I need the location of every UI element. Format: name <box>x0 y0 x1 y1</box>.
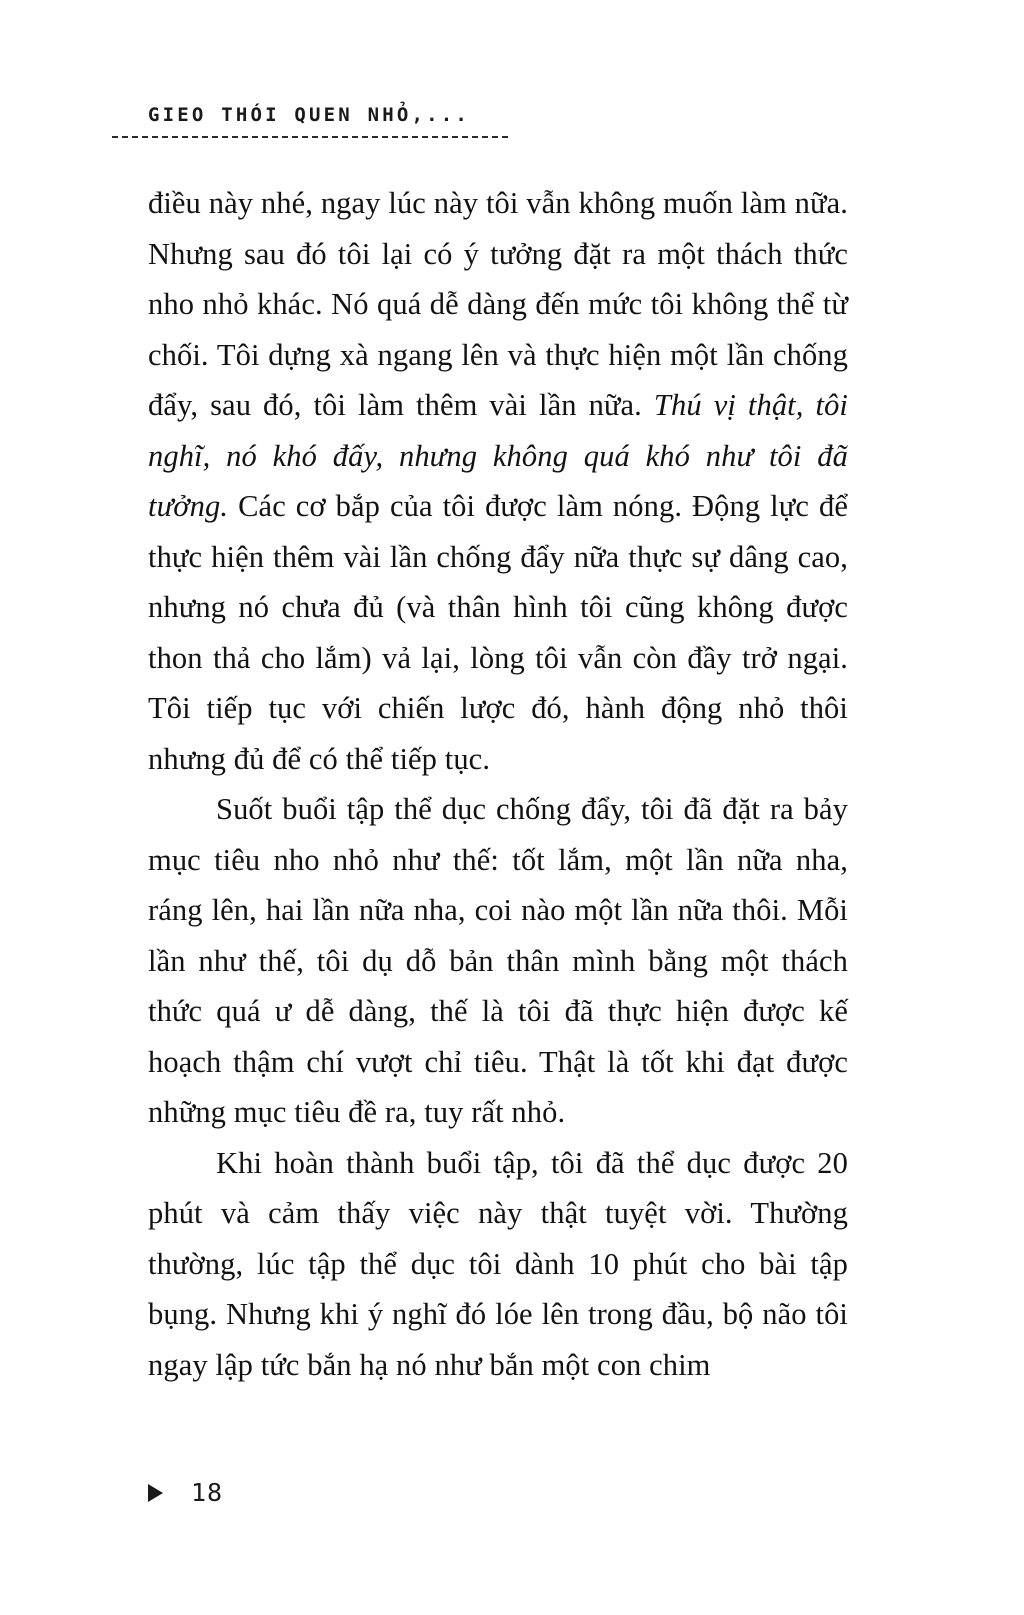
page-footer <box>148 1478 223 1507</box>
header-divider <box>112 136 508 138</box>
paragraph-1-italic: Thú vị thật, tôi nghĩ, nó khó đấy, nhưng không quá khó như tôi đã tưởng. <box>148 388 848 523</box>
paragraph-1 <box>148 178 848 784</box>
paragraph-3: Khi hoàn thành buổi tập, tôi đã thể dục được 20 phút và cảm thấy việc này thật tuyệt vời. Thường thường, lúc tập thể dục tôi dành 10 phút cho bài tập bụng. Nhưng khi ý nghĩ đó lóe lên trong đầu, bộ não tôi ngay lập tức bắn hạ nó như bắn một con chim <box>148 1145 848 1382</box>
paragraph-1-part-1: điều này nhé, ngay lúc này tôi vẫn không muốn làm nữa. Nhưng sau đó tôi lại có ý tưởng đặt ra một thách thức nho nhỏ khác. Nó quá dễ dàng đến mức tôi không thể từ chối. Tôi dựng xà ngang lên và thực hiện một lần chống đẩy, sau đó, tôi làm thêm vài lần nữa. <box>148 186 848 422</box>
page-header <box>148 104 888 138</box>
running-head-title: GIEO THÓI QUEN NHỎ,... <box>148 104 471 126</box>
paragraph-1-part-2: Các cơ bắp của tôi được làm nóng. Động lực để thực hiện thêm vài lần chống đẩy nữa thực sự dâng cao, nhưng nó chưa đủ (và thân hình tôi cũng không được thon thả cho lắm) vả lại, lòng tôi vẫn còn đầy trở ngại. Tôi tiếp tục với chiến lược đó, hành động nhỏ thôi nhưng đủ để có thể tiếp tục. <box>148 489 848 776</box>
triangle-right-icon <box>148 1484 163 1502</box>
page-number: 18 <box>191 1478 224 1507</box>
paragraph-2: Suốt buổi tập thể dục chống đẩy, tôi đã đặt ra bảy mục tiêu nho nhỏ như thế: tốt lắm, một lần nữa nha, ráng lên, hai lần nữa nha, coi nào một lần nữa thôi. Mỗi lần như thế, tôi dụ dỗ bản thân mình bằng một thách thức quá ư dễ dàng, thế là tôi đã thực hiện được kế hoạch thậm chí vượt chỉ tiêu. Thật là tốt khi đạt được những mục tiêu đề ra, tuy rất nhỏ. <box>148 792 848 1129</box>
page-content <box>148 178 848 1390</box>
